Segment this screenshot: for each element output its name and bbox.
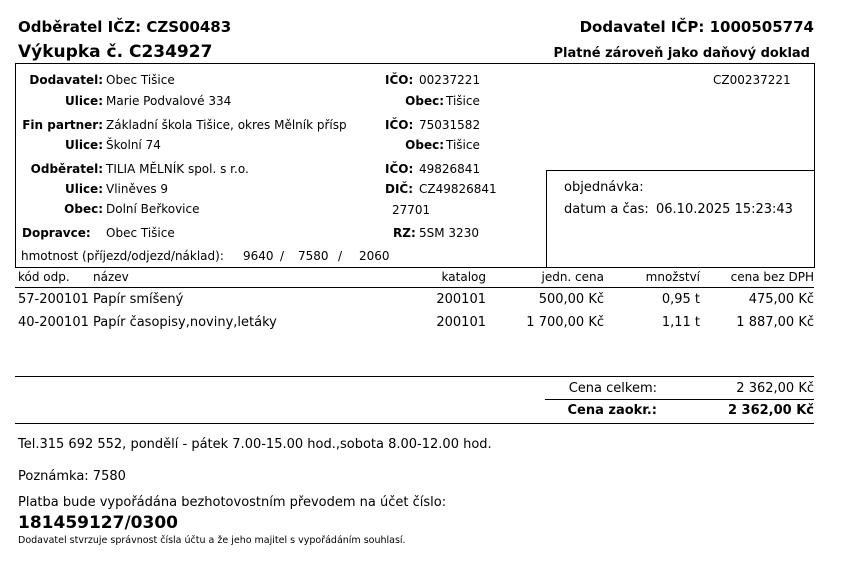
- rounded-total-label: Cena zaokr.:: [567, 403, 657, 418]
- row-quantity: 1,11 t: [661, 315, 700, 330]
- datetime-value: 06.10.2025 15:23:43: [656, 202, 793, 217]
- buyer-ico: 49826841: [419, 162, 481, 176]
- document-title: Výkupka č. C234927: [18, 42, 213, 62]
- row-total: 1 887,00 Kč: [736, 315, 814, 330]
- supplier-street: Marie Podvalové 334: [106, 94, 232, 108]
- note: Poznámka: 7580: [18, 469, 126, 484]
- col-header-code: kód odp.: [18, 270, 70, 284]
- row-name: Papír časopisy,noviny,letáky: [93, 315, 277, 330]
- rz-value: 5SM 3230: [419, 226, 479, 240]
- buyer-street: Vliněves 9: [106, 182, 169, 196]
- col-header-name: název: [93, 270, 129, 284]
- row-name: Papír smíšený: [93, 292, 184, 307]
- rz-label: RZ:: [393, 226, 416, 240]
- weight-label: hmotnost (příjezd/odjezd/náklad):: [21, 249, 224, 263]
- datetime-label: datum a čas:: [564, 202, 649, 217]
- row-code: 57-200101: [18, 292, 89, 307]
- col-header-quantity: množství: [645, 270, 700, 284]
- supplier-dic: CZ00237221: [713, 73, 791, 87]
- supplier-name: Obec Tišice: [106, 73, 175, 87]
- buyer-name: TILIA MĚLNÍK spol. s r.o.: [106, 162, 249, 176]
- supplier-ico: 00237221: [419, 73, 481, 87]
- carrier-name: Obec Tišice: [106, 226, 175, 240]
- fin-city-label: Obec:: [405, 138, 444, 152]
- col-header-catalog: katalog: [441, 270, 486, 284]
- buyer-dic: CZ49826841: [419, 182, 497, 196]
- buyer-city: Dolní Beřkovice: [106, 202, 200, 216]
- buyer-ico-label: IČO:: [385, 162, 414, 176]
- row-total: 475,00 Kč: [748, 292, 814, 307]
- totals-top-rule: [15, 376, 814, 377]
- buyer-dic-label: DIČ:: [385, 182, 414, 196]
- weight-out: 7580: [298, 249, 329, 263]
- supplier-city-label: Obec:: [405, 94, 444, 108]
- supplier-city: Tišice: [446, 94, 480, 108]
- buyer-city-label: Obec:: [64, 202, 103, 216]
- row-catalog: 200101: [436, 315, 486, 330]
- weight-in: 9640: [243, 249, 274, 263]
- buyer-street-label: Ulice:: [64, 182, 103, 196]
- totals-mid-rule: [545, 399, 814, 400]
- fin-partner-label: Fin partner:: [22, 118, 103, 132]
- row-unit-price: 500,00 Kč: [538, 292, 604, 307]
- supplier-id: Dodavatel IČP: 1000505774: [579, 18, 814, 36]
- payment-text: Platba bude vypořádána bezhotovostním převodem na účet číslo:: [18, 495, 447, 510]
- col-header-unit-price: jedn. cena: [541, 270, 604, 284]
- row-catalog: 200101: [436, 292, 486, 307]
- contact-info: Tel.315 692 552, pondělí - pátek 7.00-15.00 hod.,sobota 8.00-12.00 hod.: [18, 437, 492, 452]
- supplier-ico-label: IČO:: [385, 73, 414, 87]
- supplier-street-label: Ulice:: [64, 94, 103, 108]
- total-label: Cena celkem:: [568, 381, 657, 396]
- account-number: 181459127/0300: [18, 513, 178, 533]
- tax-note: Platné zároveň jako daňový doklad: [553, 46, 810, 61]
- row-code: 40-200101: [18, 315, 89, 330]
- customer-id: Odběratel IČZ: CZS00483: [18, 18, 232, 36]
- carrier-label: Dopravce:: [22, 226, 91, 240]
- fin-ico-label: IČO:: [385, 118, 414, 132]
- rounded-total-value: 2 362,00 Kč: [727, 403, 814, 418]
- totals-bottom-rule: [15, 423, 814, 424]
- weight-sep-2: /: [338, 249, 343, 263]
- fin-ico: 75031582: [419, 118, 481, 132]
- order-label: objednávka:: [564, 180, 644, 195]
- total-value: 2 362,00 Kč: [736, 381, 814, 396]
- weight-sep-1: /: [280, 249, 285, 263]
- fin-street-label: Ulice:: [64, 138, 103, 152]
- col-header-total: cena bez DPH: [730, 270, 814, 284]
- row-unit-price: 1 700,00 Kč: [526, 315, 604, 330]
- fin-city: Tišice: [446, 138, 480, 152]
- buyer-zip: 27701: [392, 203, 431, 217]
- row-quantity: 0,95 t: [661, 292, 700, 307]
- table-header-rule: [15, 287, 814, 288]
- fin-partner-name: Základní škola Tišice, okres Mělník přísp: [106, 118, 347, 132]
- weight-load: 2060: [359, 249, 390, 263]
- buyer-label: Odběratel:: [30, 162, 103, 176]
- account-confirmation: Dodavatel stvrzuje správnost čísla účtu a že jeho majitel s vypořádáním souhlasí.: [18, 535, 406, 546]
- fin-street: Školní 74: [106, 138, 161, 152]
- supplier-label: Dodavatel:: [29, 73, 103, 87]
